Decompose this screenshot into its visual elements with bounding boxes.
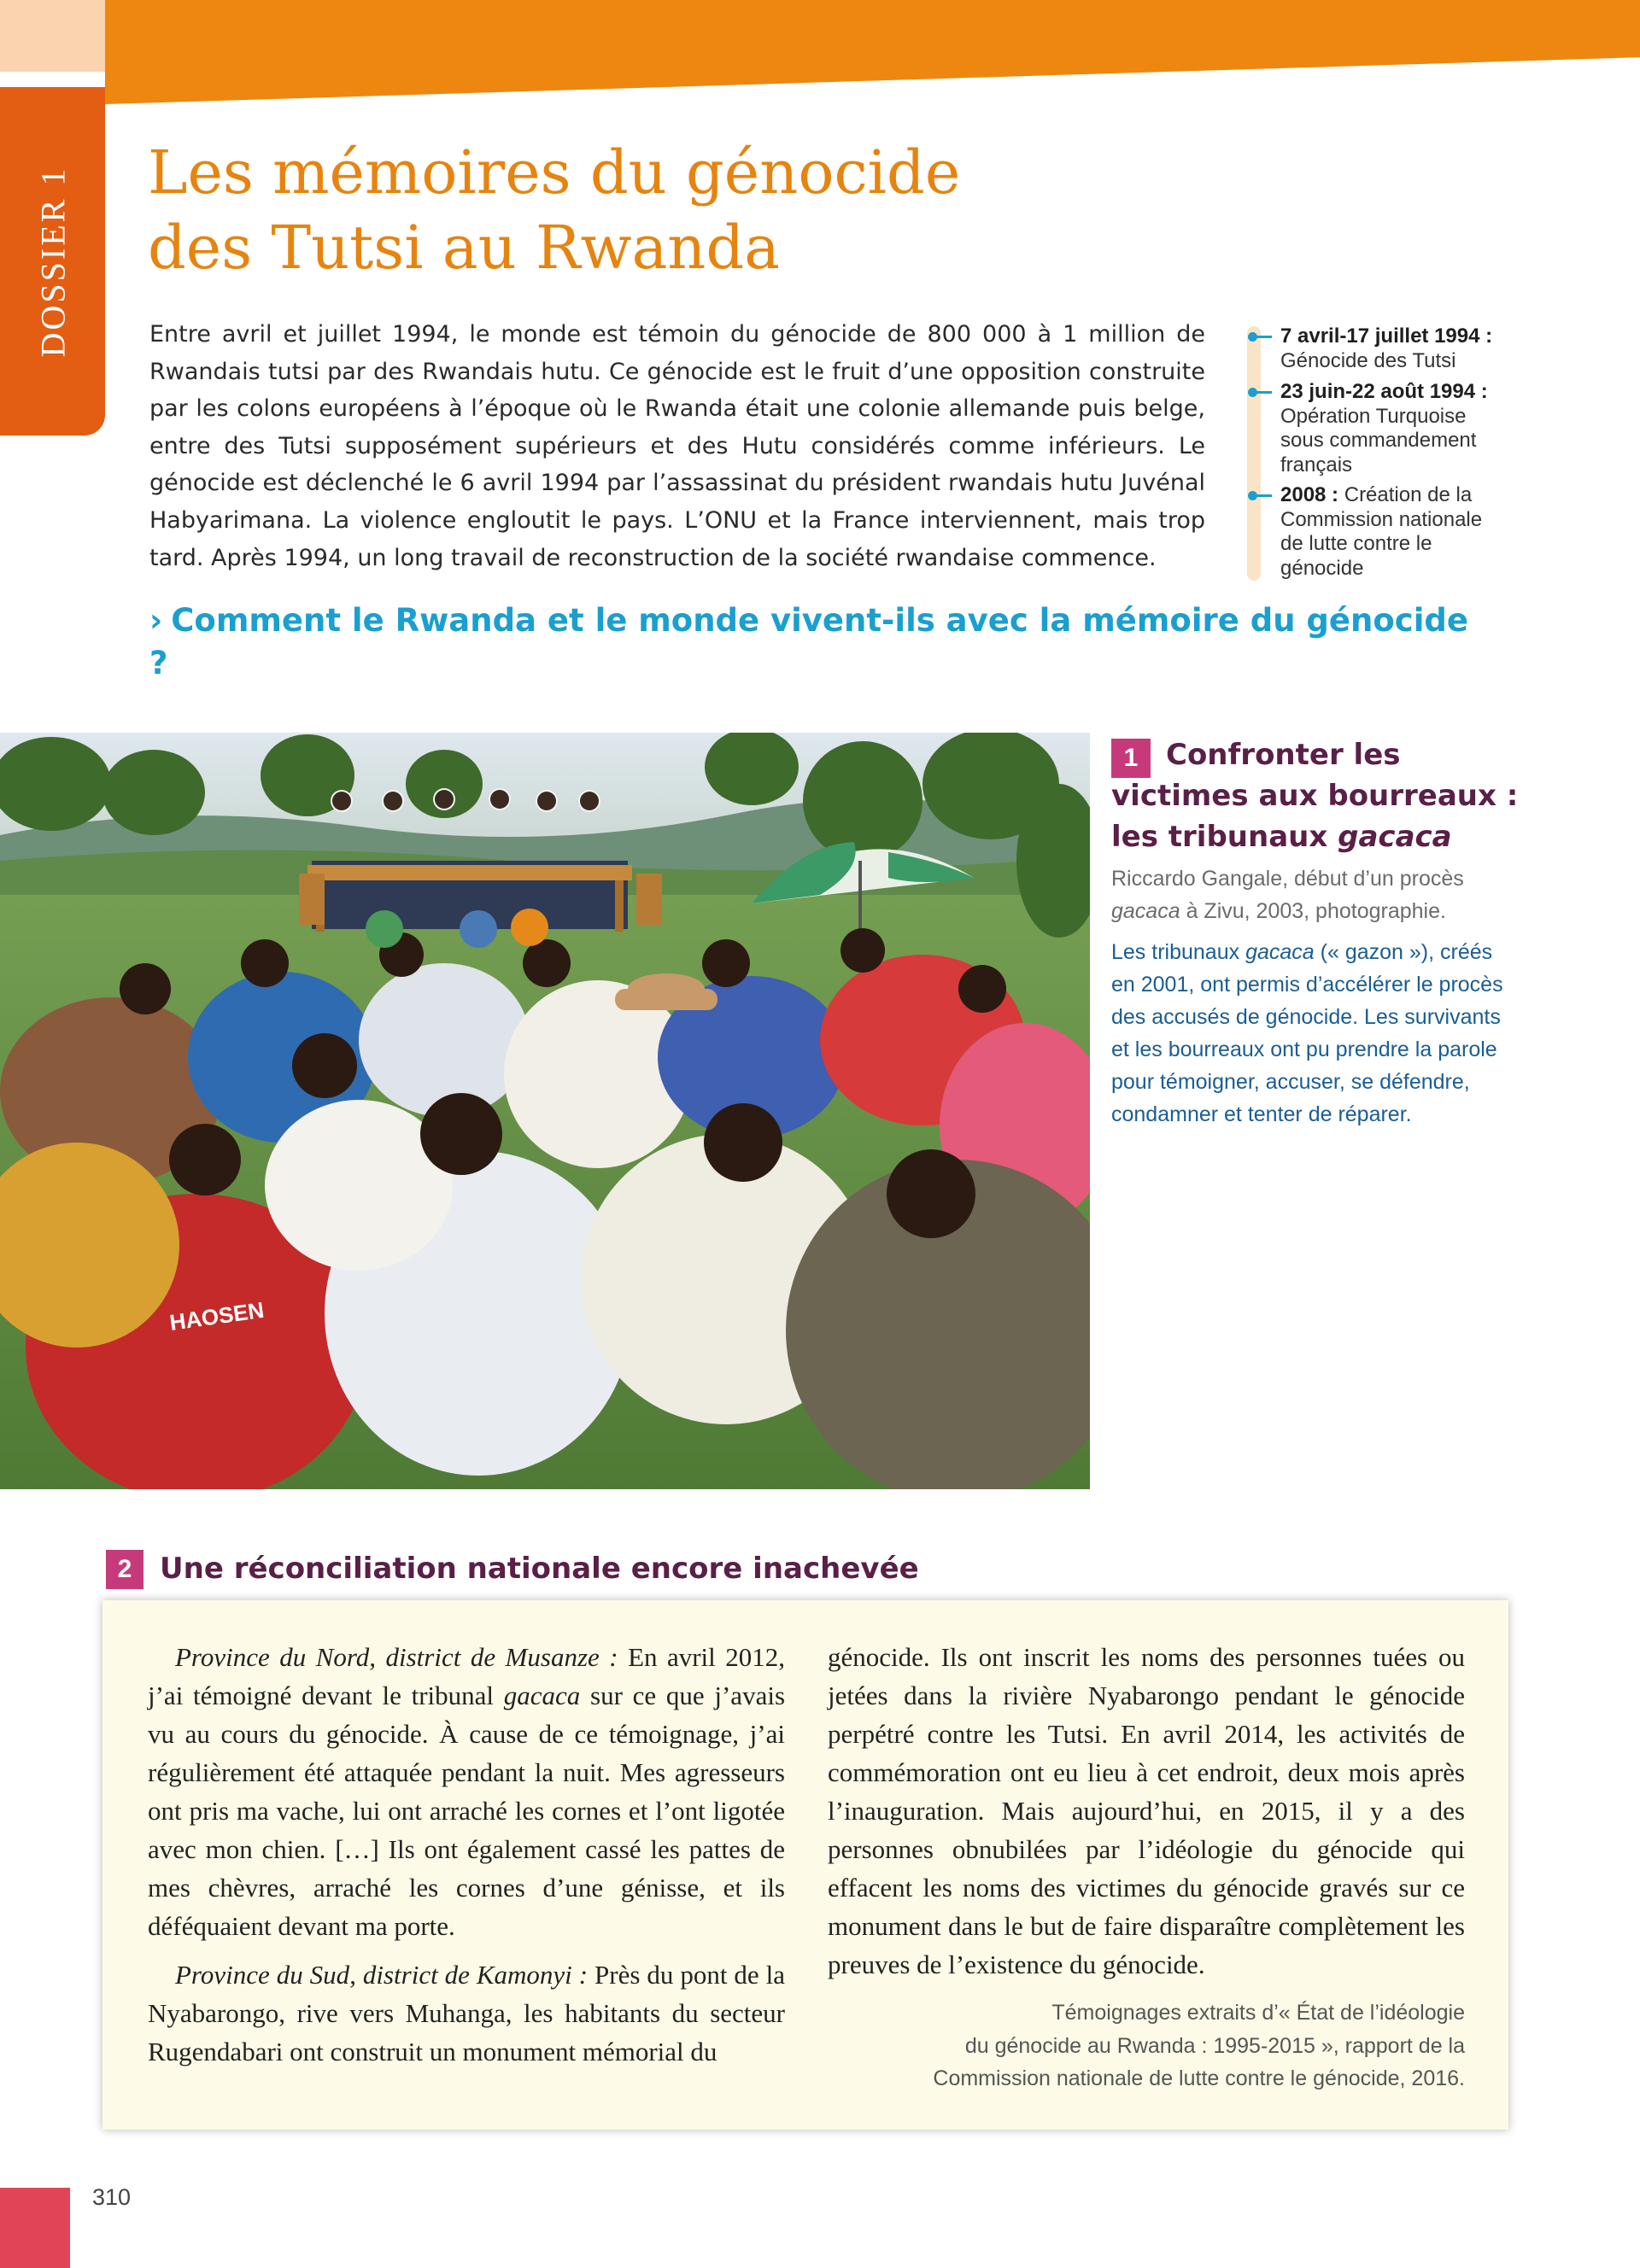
timeline-connector bbox=[1255, 494, 1272, 497]
doc1-description: Les tribunaux gacaca (« gazon »), créés en 2001, ont permis d’accélérer le procès des accusés de génocide. Les survivants et les bourreaux ont pu prendre la parole pour témoigner, accuser, se défendre, condamner et tenter de réparer. bbox=[1111, 940, 1503, 1126]
testimony-paragraph: Province du Nord, district de Musanze : En avril 2012, j’ai témoigné devant le tribunal gacaca sur ce que j’avais vu au cours du génocide. À cause de ce témoignage, j’ai régulièrement été attaquée pendant la nuit. Mes agresseurs ont pris ma vache, lui ont arraché les cornes et l’ont ligotée avec mon chien. […] Ils ont également cassé les pattes de mes chèvres, arraché les cornes d’une génisse, et ils déféquaient devant ma porte. bbox=[148, 1642, 786, 1941]
gacaca-trial-photo bbox=[0, 733, 1090, 1489]
page-number: 310 bbox=[92, 2184, 132, 2210]
photo-shirt-text: HAOSEN bbox=[167, 1296, 266, 1336]
dossier-tab-label-wrap bbox=[0, 87, 105, 435]
dossier-label: DOSSIER 1 bbox=[33, 166, 73, 357]
timeline-date: 23 juin-22 août 1994 : bbox=[1280, 380, 1488, 403]
page-title bbox=[148, 135, 1087, 285]
doc1-title-text: Confronter les victimes aux bourreaux : les tribunaux bbox=[1111, 738, 1519, 854]
timeline-date: 7 avril-17 juillet 1994 : bbox=[1280, 324, 1493, 348]
timeline-connector bbox=[1255, 391, 1272, 394]
timeline-event: Création de la Commission nationale de lutte contre le génocide bbox=[1280, 483, 1483, 580]
testimony-paragraph: Province du Sud, district de Kamonyi : Près du pont de la Nyabarongo, rive vers Muhanga, les habitants du secteur Rugendabari ont construit un monument mémorial du bbox=[148, 1960, 785, 2066]
timeline-connector bbox=[1255, 336, 1272, 338]
doc2-title: Une réconciliation nationale encore inachevée bbox=[160, 1552, 919, 1586]
page-title-line1: Les mémoires du génocide bbox=[148, 137, 961, 208]
question-text: Comment le Rwanda et le monde vivent-ils avec la mémoire du génocide ? bbox=[149, 602, 1468, 681]
header-corner bbox=[0, 0, 105, 72]
intro-paragraph: Entre avril et juillet 1994, le monde est témoin du génocide de 800 000 à 1 million de Rwandais tutsi par des Rwandais hutu. Ce génocide est le fruit d’une opposition construite par les colons européens à l’époque où le Rwanda était une colonie allemande puis belge, entre des Tutsi supposément supérieurs et des Hutu considérés comme inférieurs. Le génocide est déclenché le 6 avril 1994 par l’assassinat du président rwandais hutu Juvénal Habyarimana. La violence engloutit le pays. L’ONU et la France interviennent, mais trop tard. Après 1994, un long travail de reconstruction de la société rwandaise commence. bbox=[149, 321, 1205, 571]
testimony-lead: Province du Sud, district de Kamonyi : bbox=[175, 1960, 589, 1990]
timeline-date: 2008 : bbox=[1280, 483, 1339, 506]
timeline-bar bbox=[1247, 326, 1261, 581]
footer-tab bbox=[0, 2188, 70, 2268]
testimony-lead: Province du Nord, district de Musanze : bbox=[175, 1642, 618, 1672]
timeline-event: Opération Turquoise sous commandement français bbox=[1280, 404, 1477, 476]
chevron-right-icon: › bbox=[149, 602, 163, 639]
page-title-line2: des Tutsi au Rwanda bbox=[148, 213, 780, 283]
testimony-paragraph-continued: génocide. Ils ont inscrit les noms des personnes tuées ou jetées dans la rivière Nyabarongo pendant le génocide perpétré contre les Tutsi. En avril 2014, les activités de commémoration ont eu lieu à cet endroit, deux mois après l’inauguration. Mais aujourd’hui, en 2015, il y a des personnes obnubilées par l’idéologie du génocide qui effacent les noms des victimes du génocide gravés sur ce monument dans le but de faire disparaître complètement les preuves de l’existence du génocide. bbox=[828, 1642, 1465, 1979]
doc2-column-right bbox=[828, 1638, 1465, 1984]
doc2-source: Témoignages extraits d’« État de l’idéologie du génocide au Rwanda : 1995-2015 », rapport de la Commission nationale de lutte contre le génocide, 2016. bbox=[933, 2001, 1465, 2090]
doc2-number-badge: 2 bbox=[106, 1550, 144, 1589]
doc2-column-left bbox=[148, 1638, 785, 2071]
doc1-number-badge: 1 bbox=[1111, 739, 1151, 778]
doc1-title-italic: gacaca bbox=[1338, 820, 1452, 854]
doc1-source: Riccardo Gangale, début d’un procès gacaca à Zivu, 2003, photographie. bbox=[1111, 867, 1464, 923]
timeline-event: Génocide des Tutsi bbox=[1280, 348, 1456, 372]
doc1-title bbox=[1111, 734, 1530, 857]
problem-question bbox=[149, 599, 1473, 685]
header-band bbox=[105, 0, 1640, 104]
